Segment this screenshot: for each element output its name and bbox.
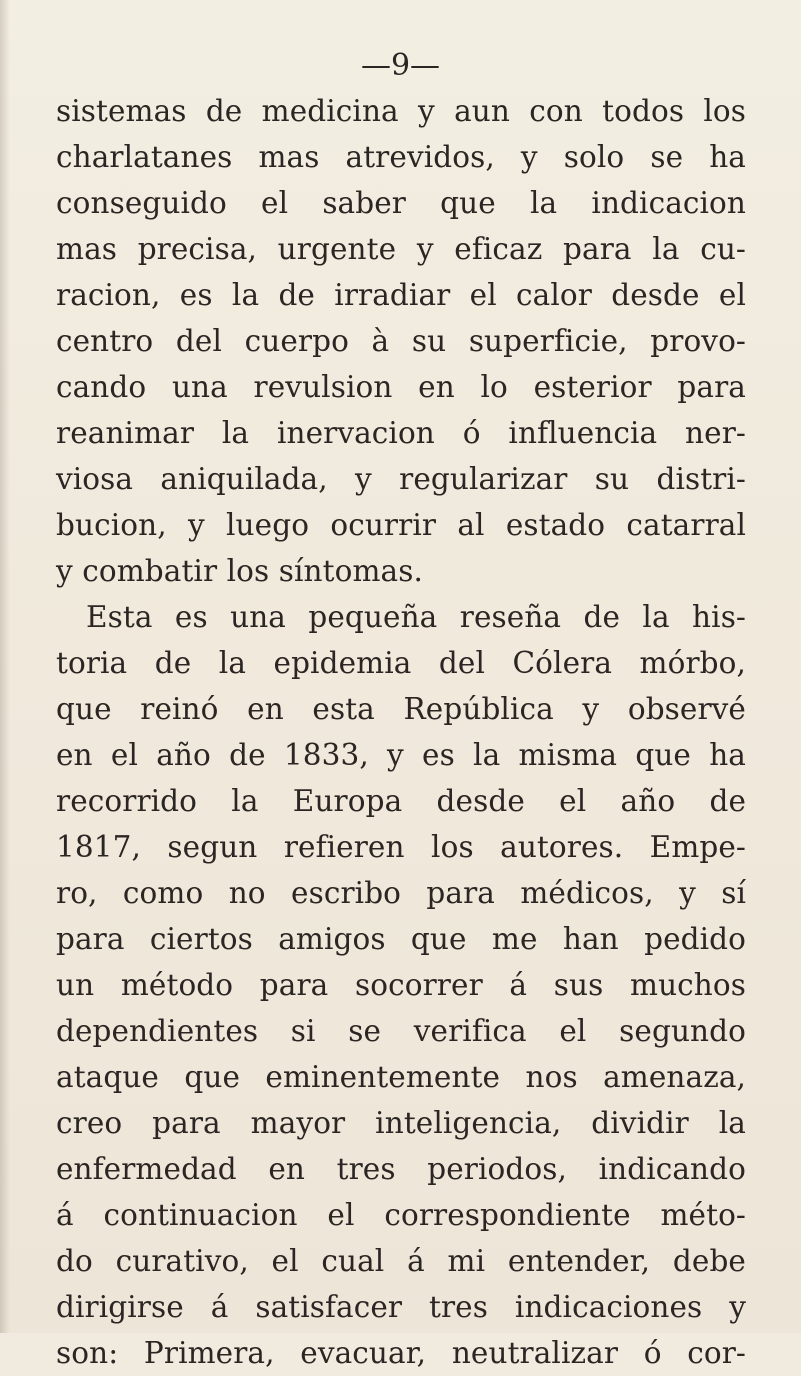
text-line: recorrido la Europa desde el año de — [56, 784, 746, 818]
text-line: ataque que eminentemente nos amenaza, — [56, 1060, 746, 1094]
text-line: sistemas de medicina y aun con todos los — [56, 94, 746, 128]
text-line: 1817, segun refieren los autores. Empe- — [56, 830, 746, 864]
text-line: conseguido el saber que la indicacion — [56, 186, 746, 220]
text-line: bucion, y luego ocurrir al estado catarral — [56, 508, 746, 542]
text-line: Esta es una pequeña reseña de la his- — [86, 600, 746, 634]
text-line: en el año de 1833, y es la misma que ha — [56, 738, 746, 772]
body-text — [56, 88, 746, 1376]
text-line: centro del cuerpo à su superficie, provo- — [56, 324, 746, 358]
text-line: son: Primera, evacuar, neutralizar ó cor- — [56, 1336, 746, 1370]
text-line: creo para mayor inteligencia, dividir la — [56, 1106, 746, 1140]
text-line: toria de la epidemia del Cólera mórbo, — [56, 646, 746, 680]
text-line: enfermedad en tres periodos, indicando — [56, 1152, 746, 1186]
text-line: dependientes si se verifica el segundo — [56, 1014, 746, 1048]
text-line: viosa aniquilada, y regularizar su distri- — [56, 462, 746, 496]
text-line: para ciertos amigos que me han pedido — [56, 922, 746, 956]
text-line: un método para socorrer á sus muchos — [56, 968, 746, 1002]
text-line: y combatir los síntomas. — [56, 554, 423, 588]
text-line: reanimar la inervacion ó influencia ner- — [56, 416, 746, 450]
text-line: mas precisa, urgente y eficaz para la cu- — [56, 232, 746, 266]
text-line: ro, como no escribo para médicos, y sí — [56, 876, 746, 910]
text-line: á continuacion el correspondiente méto- — [56, 1198, 746, 1232]
text-line: racion, es la de irradiar el calor desde el — [56, 278, 746, 312]
page-number: —9— — [360, 48, 441, 83]
text-line: que reinó en esta República y observé — [56, 692, 746, 726]
text-line: charlatanes mas atrevidos, y solo se ha — [56, 140, 746, 174]
text-line: dirigirse á satisfacer tres indicaciones y — [56, 1290, 746, 1324]
text-line: cando una revulsion en lo esterior para — [56, 370, 746, 404]
page-edge-shadow — [0, 0, 10, 1333]
text-line: do curativo, el cual á mi entender, debe — [56, 1244, 746, 1278]
